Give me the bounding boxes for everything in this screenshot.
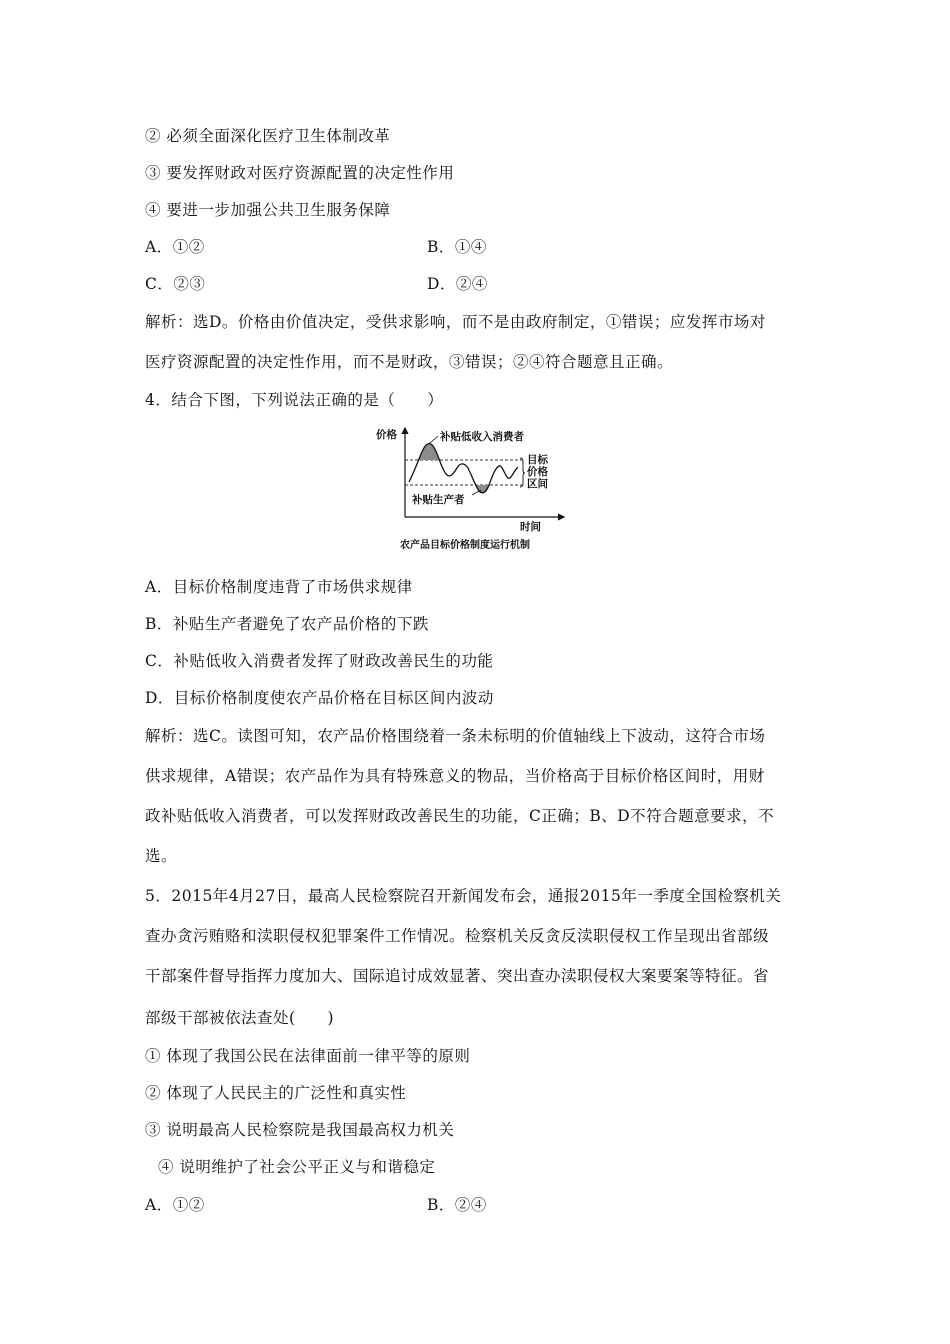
upper-annotation: 补贴低收入消费者 <box>440 431 524 443</box>
explanation-line: 供求规律，A错误；农产品作为具有特殊意义的物品，当价格高于目标价格区间时，用财 <box>145 767 765 785</box>
choice-c: C．②③ <box>145 275 206 293</box>
choice-a: A．目标价格制度违背了市场供求规律 <box>145 578 413 596</box>
question-stem: 4．结合下图，下列说法正确的是（ ） <box>145 391 444 409</box>
option-line: ② 体现了人民民主的广泛性和真实性 <box>145 1084 407 1102</box>
figure-caption: 农产品目标价格制度运行机制 <box>400 540 530 551</box>
band-label-1: 目标 <box>527 454 548 466</box>
explanation-line: 解析：选D。价格由价值决定，受供求影响，而不是由政府制定，①错误；应发挥市场对 <box>145 313 766 331</box>
option-line: ④ 说明维护了社会公平正义与和谐稳定 <box>158 1158 436 1176</box>
band-label-3: 区间 <box>527 478 548 490</box>
explanation-line: 解析：选C。读图可知，农产品价格围绕着一条未标明的价值轴线上下波动，这符合市场 <box>145 727 766 745</box>
option-line: ② 必须全面深化医疗卫生体制改革 <box>145 127 391 145</box>
choice-b: B．②④ <box>427 1196 487 1214</box>
question-stem: 部级干部被依法查处( ) <box>145 1009 335 1027</box>
choice-c: C．补贴低收入消费者发挥了财政改善民生的功能 <box>145 652 494 670</box>
pointer-lower <box>472 490 481 495</box>
question-stem: 干部案件督导指挥力度加大、国际追讨成效显著、突出查办渎职侵权大案要案等特征。省 <box>145 967 770 985</box>
question-stem: 查办贪污贿赂和渎职侵权犯罪案件工作情况。检察机关反贪反渎职侵权工作呈现出省部级 <box>145 927 770 945</box>
option-line: ④ 要进一步加强公共卫生服务保障 <box>145 201 391 219</box>
price-mechanism-figure <box>372 422 572 552</box>
choice-b: B．①④ <box>427 238 487 256</box>
choice-b: B．补贴生产者避免了农产品价格的下跌 <box>145 615 429 633</box>
x-axis-label: 时间 <box>520 521 541 533</box>
choice-a: A．①② <box>145 238 205 256</box>
band-label-2: 价格 <box>527 466 548 478</box>
band-bracket <box>520 458 525 487</box>
option-line: ③ 要发挥财政对医疗资源配置的决定性作用 <box>145 164 455 182</box>
explanation-line: 选。 <box>145 847 178 865</box>
choice-a: A．①② <box>145 1196 205 1214</box>
option-line: ③ 说明最高人民检察院是我国最高权力机关 <box>145 1121 455 1139</box>
choice-d: D．②④ <box>427 275 488 293</box>
explanation-line: 医疗资源配置的决定性作用，而不是财政，③错误；②④符合题意且正确。 <box>145 353 674 371</box>
option-line: ① 体现了我国公民在法律面前一律平等的原则 <box>145 1047 471 1065</box>
y-axis-label: 价格 <box>376 429 397 441</box>
explanation-line: 政补贴低收入消费者，可以发挥财政改善民生的功能，C正确；B、D不符合题意要求，不 <box>145 807 775 825</box>
question-stem: 5．2015年4月27日，最高人民检察院召开新闻发布会，通报2015年一季度全国检察机关 <box>145 887 782 905</box>
pointer-upper <box>429 436 438 444</box>
choice-d: D．目标价格制度使农产品价格在目标区间内波动 <box>145 689 494 707</box>
lower-annotation: 补贴生产者 <box>412 494 465 506</box>
figure-svg <box>372 422 572 552</box>
